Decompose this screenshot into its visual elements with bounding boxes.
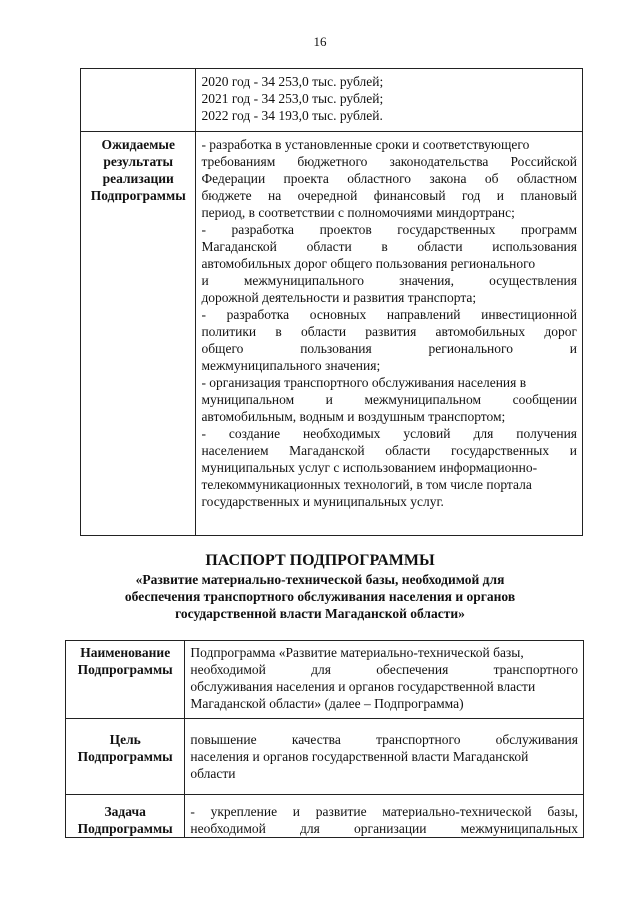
- text-line: области: [190, 766, 236, 781]
- expected-results-cell: [196, 132, 583, 536]
- text-line: повышение качества транспортного обслуживания: [190, 732, 578, 747]
- text-line: государственных и муниципальных услуг.: [201, 494, 444, 509]
- label-cell: [66, 795, 185, 838]
- name-text: [185, 641, 583, 712]
- table-row: [66, 719, 584, 795]
- text-line: - разработка в установленные сроки и соответствующего: [201, 137, 530, 152]
- text-line: 2022 год - 34 193,0 тыс. рублей.: [201, 108, 383, 123]
- task-text: [185, 795, 583, 837]
- table-row: [81, 69, 583, 132]
- text-line: дорожной деятельности и развития транспорта;: [201, 290, 477, 305]
- expected-results-text: [196, 132, 582, 510]
- text-line: муниципальном и межмуниципальном сообщении: [201, 392, 577, 407]
- text-line: - разработка проектов государственных программ: [201, 222, 577, 237]
- empty-label-cell: [81, 69, 196, 132]
- text-line: населения и органов государственной власти Магаданской: [190, 749, 529, 764]
- label-cell: [81, 132, 196, 536]
- text-line: муниципальных услуг с использованием информационно-: [201, 460, 538, 475]
- funding-years-cell: [196, 69, 583, 132]
- name-cell: [185, 641, 584, 719]
- expected-results-label: Ожидаемые результаты реализации Подпрограммы: [90, 137, 186, 203]
- page-number: 16: [313, 34, 327, 49]
- text-line: политики в области развития автомобильных дорог: [201, 324, 577, 339]
- subprogram-passport-heading: [0, 551, 640, 622]
- text-line: 2020 год - 34 253,0 тыс. рублей;: [201, 74, 384, 89]
- text-line: период, в соответствии с полномочиями миндортранс;: [201, 205, 515, 220]
- text-line: Магаданской области» (далее – Подпрограмма): [190, 696, 464, 711]
- label-cell: [66, 641, 185, 719]
- goal-cell: [185, 719, 584, 795]
- text-line: бюджете на очередной финансовый год и плановый: [201, 188, 577, 203]
- table-row: [81, 132, 583, 536]
- label-cell: [66, 719, 185, 795]
- passport-title: ПАСПОРТ ПОДПРОГРАММЫ: [205, 552, 435, 569]
- funding-years-text: [196, 69, 582, 124]
- text-line: обслуживания населения и органов государственной власти: [190, 679, 536, 694]
- text-line: необходимой для организации межмуниципальных: [190, 821, 578, 836]
- text-line: необходимой для обеспечения транспортного: [190, 662, 578, 677]
- text-line: Магаданской области в области использования: [201, 239, 577, 254]
- goal-text: [185, 719, 583, 782]
- passport-subtitle: «Развитие материально-технической базы, необходимой для обеспечения транспортного обслуживания населения и органов государственной власти Магаданской области»: [124, 572, 516, 621]
- goal-label: Цель Подпрограммы: [77, 732, 173, 764]
- subprogram-passport-table: [65, 640, 584, 838]
- text-line: 2021 год - 34 253,0 тыс. рублей;: [201, 91, 384, 106]
- text-line: межмуниципального значения;: [201, 358, 381, 373]
- text-line: населением Магаданской области государственных и: [201, 443, 577, 458]
- text-line: - создание необходимых условий для получения: [201, 426, 577, 441]
- funding-results-table: [80, 68, 583, 536]
- task-cell: [185, 795, 584, 838]
- text-line: Федерации проекта областного закона об областном: [201, 171, 577, 186]
- name-label: Наименование Подпрограммы: [77, 645, 173, 677]
- text-line: требованиям бюджетного законодательства Российской: [201, 154, 577, 169]
- text-line: - разработка основных направлений инвестиционной: [201, 307, 577, 322]
- table-row: [66, 795, 584, 838]
- text-line: общего пользования регионального и: [201, 341, 577, 356]
- text-line: автомобильных дорог общего пользования регионального: [201, 256, 536, 271]
- task-label: Задача Подпрограммы: [77, 804, 173, 836]
- text-line: - организация транспортного обслуживания населения в: [201, 375, 527, 390]
- table-row: [66, 641, 584, 719]
- text-line: телекоммуникационных технологий, в том числе портала: [201, 477, 532, 492]
- text-line: автомобильным, водным и воздушным транспортом;: [201, 409, 506, 424]
- text-line: и межмуниципального значения, осуществления: [201, 273, 577, 288]
- text-line: Подпрограмма «Развитие материально-технической базы,: [190, 645, 524, 660]
- text-line: - укрепление и развитие материально-технической базы,: [190, 804, 578, 819]
